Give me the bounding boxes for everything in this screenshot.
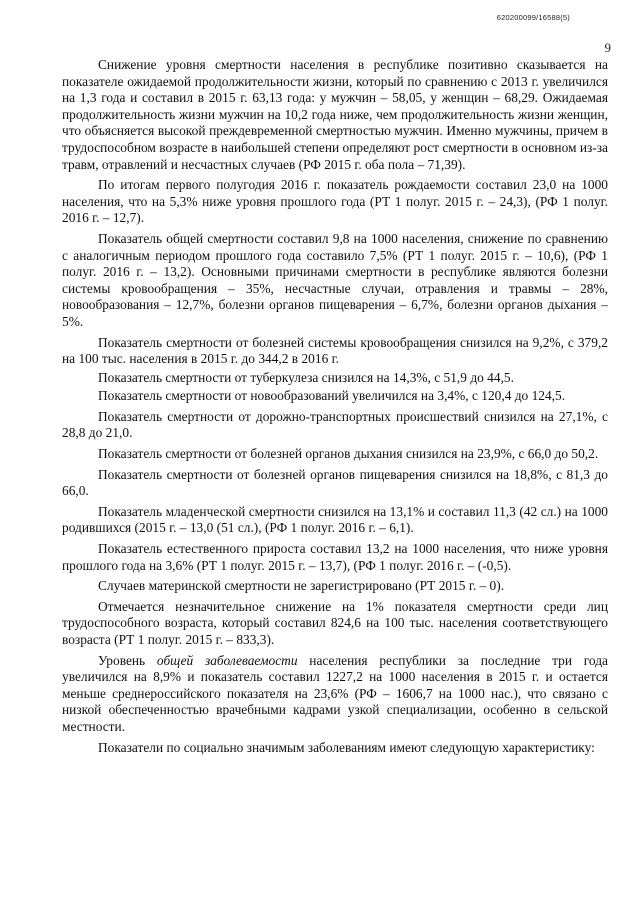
paragraph-respiratory-mortality: Показатель смертности от болезней органов дыхания снизился на 23,9%, с 66,0 до 50,2. — [98, 446, 599, 462]
paragraph-neoplasm-mortality: Показатель смертности от новообразований увеличился на 3,4%, с 120,4 до 124,5. — [98, 388, 566, 404]
paragraph-working-age-mortality: Отмечается незначительное снижение на 1% показателя смертности среди лиц трудоспособного возраста, который составил 824,6 на 100 тыс. населения соответствующего возраста (РТ 1 полуг. 2015 г. – 833,3). — [62, 598, 608, 647]
document-body — [62, 57, 608, 760]
paragraph-tuberculosis-mortality: Показатель смертности от туберкулеза снизился на 14,3%, с 51,9 до 44,5. — [98, 369, 514, 385]
paragraph-traffic-mortality: Показатель смертности от дорожно-транспортных происшествий снизился на 27,1%, с 28,8 до 21,0. — [62, 408, 608, 441]
morbidity-emphasis: общей заболеваемости — [156, 652, 298, 668]
paragraph-birth-rate: По итогам первого полугодия 2016 г. показатель рождаемости составил 23,0 на 1000 населения, что на 5,3% ниже уровня прошлого года (РТ 1 полуг. 2015 г. – 24,3), (РФ 1 полуг. 2016 г. – 12,7). — [62, 177, 608, 226]
paragraph-digestive-mortality: Показатель смертности от болезней органов пищеварения снизился на 18,8%, с 81,3 до 66,0. — [62, 466, 608, 499]
paragraph-infant-mortality: Показатель младенческой смертности снизился на 13,1% и составил 11,3 (42 сл.) на 1000 родившихся (2015 г. – 13,0 (51 сл.), (РФ 1 полуг. 2016 г. – 6,1). — [62, 503, 608, 536]
paragraph-natural-increase: Показатель естественного прироста составил 13,2 на 1000 населения, что ниже уровня прошлого года на 3,6% (РТ 1 полуг. 2015 г. – 13,7), (РФ 1 полуг. 2016 г. – (-0,5). — [62, 541, 608, 573]
paragraph-general-morbidity — [62, 653, 608, 736]
paragraph-life-expectancy: Снижение уровня смертности населения в республике позитивно сказывается на показателе ожидаемой продолжительности жизни, который по сравнению с 2013 г. увеличился на 1,3 года и составил в 2015 г. 63,13 года: у мужчин – 58,05, у женщин – 68,29. Ожидаемая продолжительность жизни мужчин на 10,2 года ниже, чем продолжительность жизни женщин, что объясняется высокой преждевременной смертностью мужчин. Именно мужчины, причем в трудоспособном возрасте в наибольшей степени определяют рост смертности в основном из-за травм, отравлений и несчастных случаев (РФ 2015 г. оба пола – 71,39). — [62, 57, 609, 172]
morbidity-prefix: Уровень — [98, 652, 157, 668]
morbidity-suffix: населения республики за последние три года увеличился на 8,9% и показатель составил 1227,2 на 1000 населения в 2015 г. и остается меньше среднероссийского показателя на 23,6% (РФ – 1606,7 на 1000 нас.), что связано с низкой обеспеченностью врачебными кадрами узкой специализации, особенно в сельской местности. — [62, 652, 608, 734]
page-number: 9 — [604, 40, 611, 55]
paragraph-maternal-mortality: Случаев материнской смертности не зарегистрировано (РТ 2015 г. – 0). — [98, 578, 505, 594]
document-id: 620200099/16588(5) — [496, 13, 570, 22]
paragraph-circulatory-mortality: Показатель смертности от болезней системы кровообращения снизился на 9,2%, с 379,2 на 100 тыс. населения в 2015 г. до 344,2 в 2016 г. — [62, 334, 608, 367]
paragraph-overall-mortality: Показатель общей смертности составил 9,8 на 1000 населения, снижение по сравнению с аналогичным периодом прошлого года составило 7,5% (РТ 1 полуг. 2015 г. – 10,6), (РФ 1 полуг. 2016 г. – 13,2). Основными причинами смертности в республике являются болезни системы кровообращения – 35%, несчастные случаи, отравления и травмы – 28%, новообразования – 12,7%, болезни органов пищеварения – 6,7%, болезни органов дыхания – 5%. — [62, 230, 608, 329]
paragraph-closing: Показатели по социально значимым заболеваниям имеют следующую характеристику: — [98, 739, 595, 755]
